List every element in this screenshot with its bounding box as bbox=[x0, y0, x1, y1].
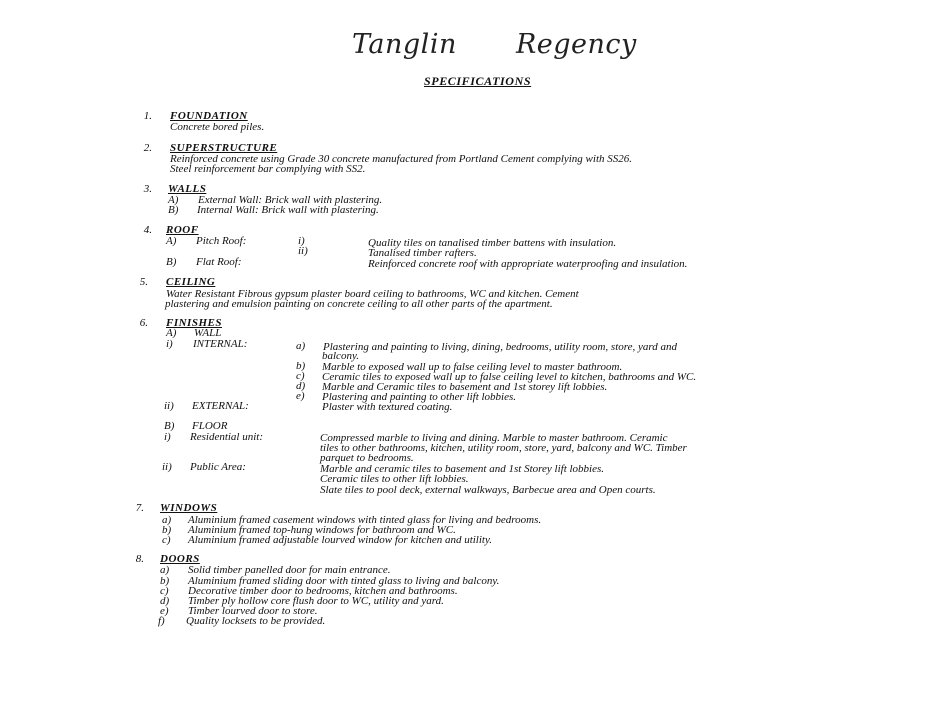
windows-item-text: Aluminium framed top-hung windows for bathroom and WC. bbox=[188, 524, 456, 536]
internal-finish-text: Marble and Ceramic tiles to basement and 1st storey lift lobbies. bbox=[322, 381, 608, 393]
floor-residential-text: Compressed marble to living and dining. Marble to master bathroom. Ceramic bbox=[320, 432, 668, 444]
section-heading-finishes: FINISHES bbox=[166, 317, 222, 329]
item-label: i) bbox=[164, 431, 171, 443]
external-finish-text: Plaster with textured coating. bbox=[322, 401, 453, 413]
item-label: b) bbox=[296, 360, 306, 372]
item-label: d) bbox=[160, 595, 170, 607]
doors-item-text: Decorative timber door to bedrooms, kitchen and bathrooms. bbox=[188, 585, 458, 597]
item-label: d) bbox=[296, 380, 306, 392]
roof-pitch-text: Tanalised timber rafters. bbox=[368, 247, 477, 259]
floor-public-text: Marble and ceramic tiles to basement and 1st Storey lift lobbies. bbox=[320, 463, 605, 475]
item-label: c) bbox=[162, 534, 171, 546]
item-label: i) bbox=[298, 235, 305, 247]
foundation-text: Concrete bored piles. bbox=[170, 121, 265, 133]
doors-item-text: Solid timber panelled door for main entrance. bbox=[188, 564, 391, 576]
section-number: 4. bbox=[143, 224, 152, 236]
windows-item-text: Aluminium framed casement windows with tinted glass for living and bedrooms. bbox=[188, 514, 542, 526]
section-heading-superstructure: SUPERSTRUCTURE bbox=[170, 142, 278, 154]
roof-pitch-title: Pitch Roof: bbox=[196, 235, 247, 247]
logo-word-regency: Regency bbox=[515, 29, 637, 60]
section-number: 5. bbox=[139, 276, 148, 288]
section-number: 1. bbox=[143, 110, 152, 122]
doors-item-text: Timber ply hollow core flush door to WC, utility and yard. bbox=[188, 595, 444, 607]
item-label: ii) bbox=[164, 400, 174, 412]
item-label: B) bbox=[168, 204, 179, 216]
finishes-internal-title: INTERNAL: bbox=[193, 338, 248, 350]
section-number: 8. bbox=[135, 553, 144, 565]
floor-public-text: Ceramic tiles to other lift lobbies. bbox=[320, 473, 469, 485]
roof-flat-title: Flat Roof: bbox=[196, 256, 242, 268]
doors-item-text: Aluminium framed sliding door with tinted glass to living and balcony. bbox=[188, 575, 500, 587]
page-title: SPECIFICATIONS bbox=[424, 74, 532, 88]
item-label: B) bbox=[164, 420, 175, 432]
roof-flat-text: Reinforced concrete roof with appropriate waterproofing and insulation. bbox=[368, 258, 688, 270]
item-label: A) bbox=[166, 235, 177, 247]
section-number: 6. bbox=[139, 317, 148, 329]
superstructure-line: Reinforced concrete using Grade 30 concrete manufactured from Portland Cement complying with SS26. bbox=[170, 153, 633, 165]
windows-item-text: Aluminium framed adjustable lourved window for kitchen and utility. bbox=[188, 534, 493, 546]
item-label: ii) bbox=[162, 461, 172, 473]
section-heading-ceiling: CEILING bbox=[166, 276, 216, 288]
doors-item-text: Timber lourved door to store. bbox=[188, 605, 318, 617]
section-number: 3. bbox=[143, 183, 152, 195]
internal-finish-text: Plastering and painting to other lift lobbies. bbox=[322, 391, 517, 403]
item-label: A) bbox=[168, 194, 179, 206]
item-label: b) bbox=[162, 524, 172, 536]
floor-public-title: Public Area: bbox=[190, 461, 246, 473]
superstructure-line: Steel reinforcement bar complying with SS2. bbox=[170, 163, 366, 175]
floor-residential-text: parquet to bedrooms. bbox=[320, 452, 414, 464]
walls-internal-text: Internal Wall: Brick wall with plastering. bbox=[197, 204, 379, 216]
finishes-wall-title: WALL bbox=[194, 327, 222, 339]
ceiling-line: plastering and emulsion painting on concrete ceiling to all other parts of the apartment. bbox=[165, 298, 553, 310]
section-heading-doors: DOORS bbox=[160, 553, 200, 565]
logo-word-tanglin: Tanglin bbox=[352, 29, 457, 60]
floor-public-text: Slate tiles to pool deck, external walkways, Barbecue area and Open courts. bbox=[320, 484, 656, 496]
roof-pitch-text: Quality tiles on tanalised timber battens with insulation. bbox=[368, 237, 617, 249]
internal-finish-text: Marble to exposed wall up to false ceiling level to master bathroom. bbox=[322, 361, 623, 373]
item-label: e) bbox=[296, 390, 305, 402]
ceiling-line: Water Resistant Fibrous gypsum plaster board ceiling to bathrooms, WC and kitchen. Cement bbox=[166, 288, 579, 300]
item-label: c) bbox=[160, 585, 169, 597]
item-label: a) bbox=[160, 564, 170, 576]
walls-external-text: External Wall: Brick wall with plastering. bbox=[198, 194, 383, 206]
section-heading-walls: WALLS bbox=[168, 183, 207, 195]
item-label: b) bbox=[160, 575, 170, 587]
item-label: a) bbox=[296, 340, 306, 352]
item-label: ii) bbox=[298, 245, 308, 257]
item-label: B) bbox=[166, 256, 177, 268]
item-label: e) bbox=[160, 605, 169, 617]
item-label: A) bbox=[166, 327, 177, 339]
section-heading-roof: ROOF bbox=[166, 224, 199, 236]
doors-item-text: Quality locksets to be provided. bbox=[186, 615, 326, 627]
floor-residential-title: Residential unit: bbox=[190, 431, 264, 443]
internal-finish-text: balcony. bbox=[322, 350, 359, 362]
section-heading-foundation: FOUNDATION bbox=[170, 110, 248, 122]
project-logo-title bbox=[352, 29, 637, 60]
finishes-floor-title: FLOOR bbox=[192, 420, 228, 432]
finishes-external-title: EXTERNAL: bbox=[192, 400, 249, 412]
item-label: i) bbox=[166, 338, 173, 350]
section-heading-windows: WINDOWS bbox=[160, 502, 218, 514]
floor-residential-text: tiles to other bathrooms, kitchen, utility room, store, yard, balcony and WC. Timber bbox=[320, 442, 687, 454]
section-number: 2. bbox=[143, 142, 152, 154]
item-label: f) bbox=[158, 615, 165, 627]
item-label: c) bbox=[296, 370, 305, 382]
internal-finish-text: Plastering and painting to living, dining, bedrooms, utility room, store, yard and bbox=[323, 341, 678, 353]
item-label: a) bbox=[162, 514, 172, 526]
section-number: 7. bbox=[135, 502, 144, 514]
internal-finish-text: Ceramic tiles to exposed wall up to false ceiling level to kitchen, bathrooms and WC. bbox=[322, 371, 697, 383]
